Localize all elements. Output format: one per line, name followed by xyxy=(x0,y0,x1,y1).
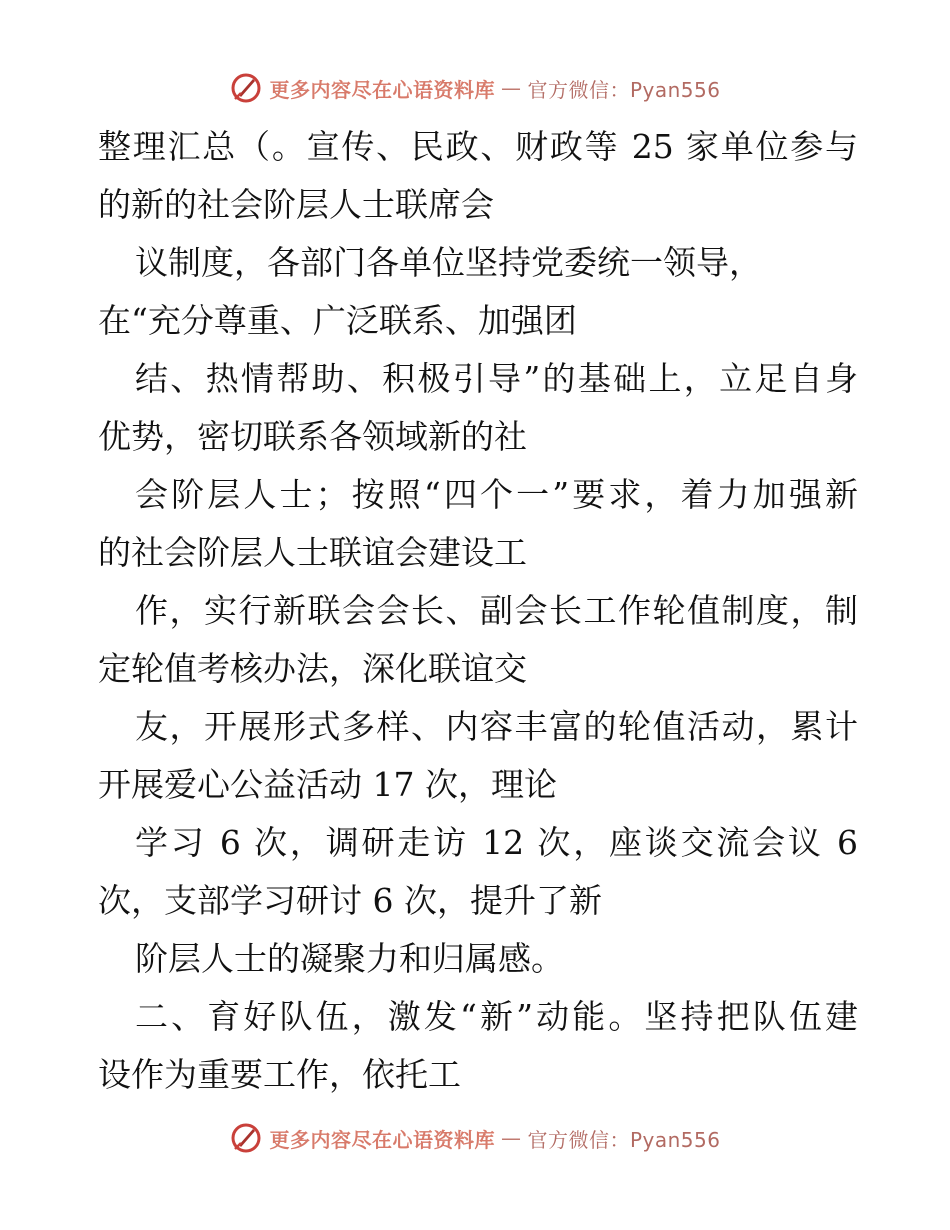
wechat-text: 官方微信：Pyan556 xyxy=(527,77,721,102)
text-line: 优势，密切联系各领域新的社 xyxy=(98,417,527,456)
quill-logo-icon xyxy=(229,1121,263,1155)
document-body xyxy=(98,118,858,1104)
separator: — xyxy=(500,1126,522,1150)
footer-watermark xyxy=(0,1118,950,1158)
text-line: 友，开展形式多样、内容丰富的轮值活动，累计 xyxy=(135,707,858,746)
library-text: 更多内容尽在心语资料库 xyxy=(269,77,495,102)
text-line: 整理汇总（。宣传、民政、财政等 25 家单位参与 xyxy=(98,127,858,166)
header-watermark xyxy=(0,68,950,108)
text-line: 开展爱心公益活动 17 次，理论 xyxy=(98,765,557,804)
text-line: 二、育好队伍，激发“新”动能。坚持把队伍建 xyxy=(135,997,858,1036)
text-line: 在“充分尊重、广泛联系、加强团 xyxy=(98,301,577,340)
text-line: 议制度，各部门各单位坚持党委统一领导， xyxy=(135,243,762,282)
wechat-text: 官方微信：Pyan556 xyxy=(527,1127,721,1152)
text-line: 阶层人士的凝聚力和归属感。 xyxy=(135,939,564,978)
text-line: 作，实行新联会会长、副会长工作轮值制度，制 xyxy=(135,591,858,630)
separator: — xyxy=(500,76,522,100)
text-line: 定轮值考核办法，深化联谊交 xyxy=(98,649,527,688)
text-line: 设作为重要工作，依托工 xyxy=(98,1055,461,1094)
quill-logo-icon xyxy=(229,71,263,105)
library-text: 更多内容尽在心语资料库 xyxy=(269,1127,495,1152)
text-line: 次，支部学习研讨 6 次，提升了新 xyxy=(98,881,602,920)
text-line: 结、热情帮助、积极引导”的基础上，立足自身 xyxy=(135,359,858,398)
text-line: 的新的社会阶层人士联席会 xyxy=(98,185,494,224)
text-line: 学习 6 次，调研走访 12 次，座谈交流会议 6 xyxy=(135,823,858,862)
text-line: 会阶层人士；按照“四个一”要求，着力加强新 xyxy=(135,475,858,514)
text-line: 的社会阶层人士联谊会建设工 xyxy=(98,533,527,572)
